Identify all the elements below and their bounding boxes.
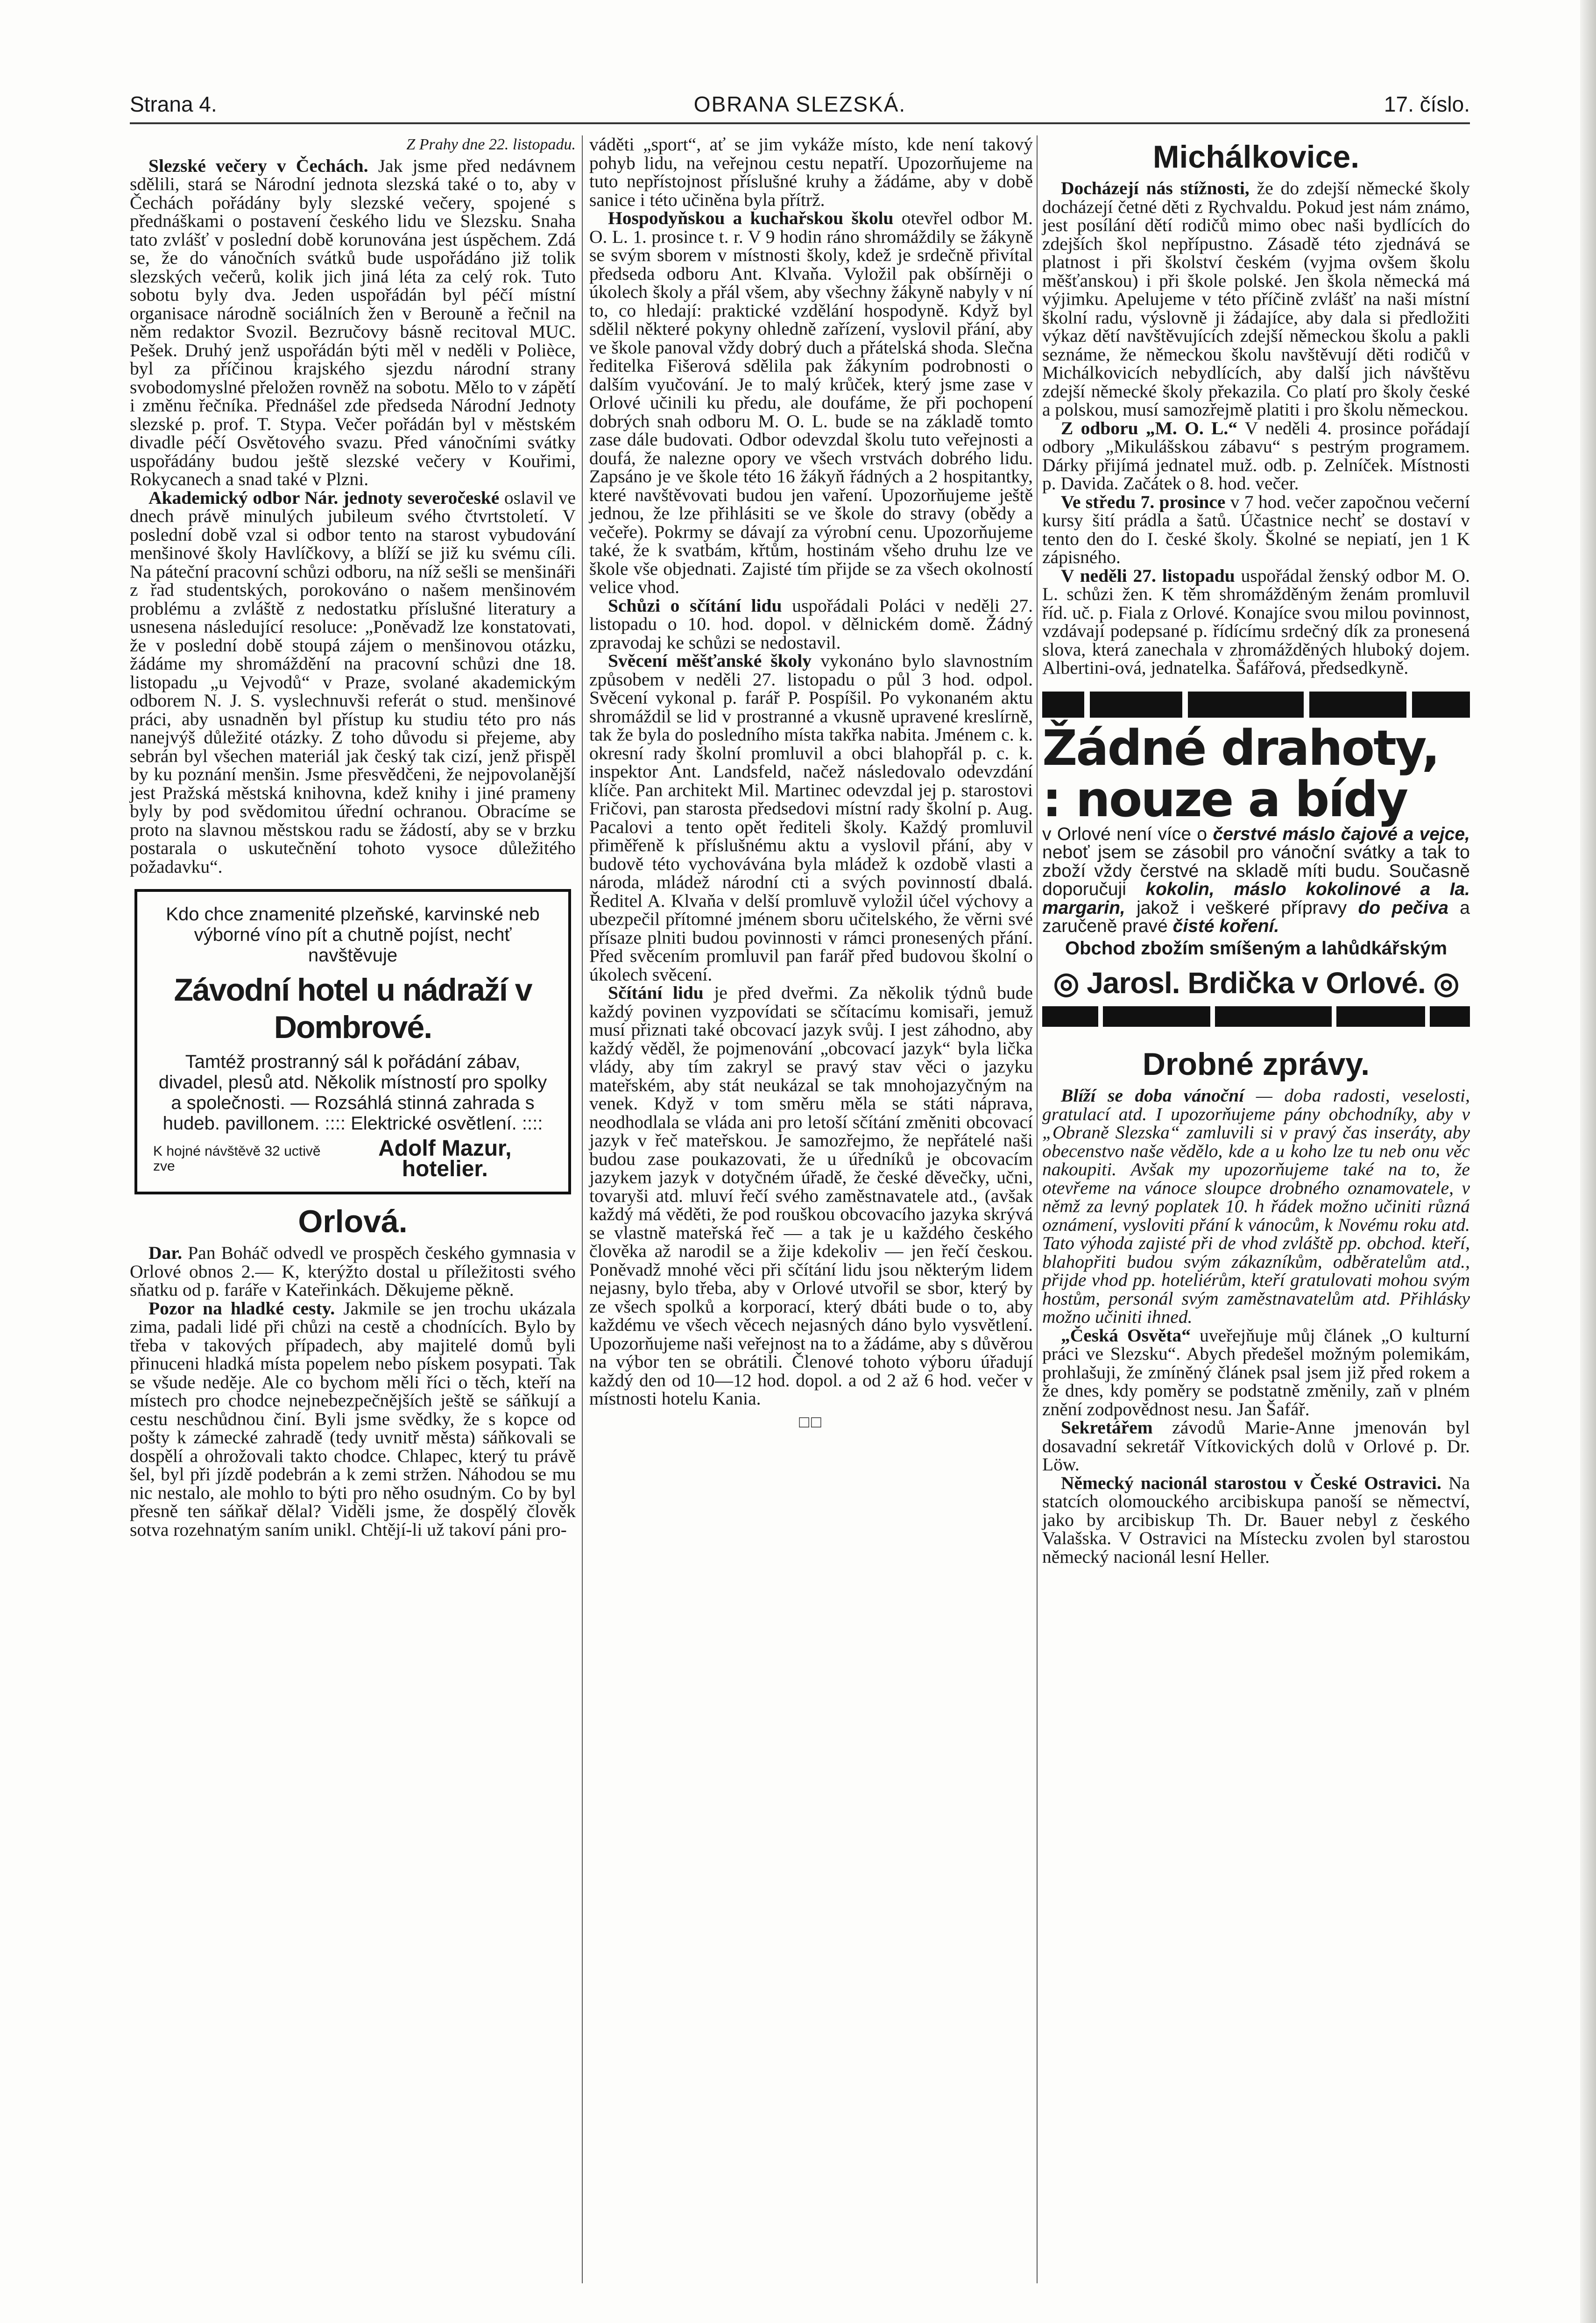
header-rule — [130, 122, 1470, 124]
article-heading: Dar. — [148, 1243, 183, 1263]
ad-owner: Adolf Mazur, hotelier. — [378, 1136, 512, 1181]
ad-headline-2: : nouze a bídy — [1042, 770, 1407, 828]
article-hospodynska-skola — [589, 209, 1033, 597]
ad-details: Tamtéž prostranný sál k pořádání zábav, divadel, plesů atd. Několik místností pro spolky a společnosti. — Rozsáhlá stinná zahrada s hudeb. pavillonem. :::: Elektrické osvětlení. :::: — [158, 1052, 547, 1134]
article-odbor-mol — [1042, 419, 1470, 493]
article-body: v 7 hod. večer započnou večerní kursy šití prádla a šatů. Účastnice nechť se dostaví v tento den do I. české školy. Školné se nepiatí, jen 1 K zápisného. — [1042, 491, 1470, 567]
article-heading: Sekretářem — [1061, 1417, 1153, 1438]
article-heading: Blíží se doba vánoční — [1061, 1085, 1244, 1106]
article-schuze-zen — [1042, 567, 1470, 678]
ad-intro: Kdo chce znamenité plzeňské, karvinské neb výborné víno pít a chutně pojíst, nechť navštěvuje — [166, 904, 540, 966]
article-schuze-o-scitani — [589, 597, 1033, 652]
article-scitani-lidu — [589, 984, 1033, 1408]
article-body: Na statcích olomouckého arcibiskupa panoší se němectví, jako by arcibiskup Th. Dr. Bauer nebyl z českého Valašska. V Ostravici na Místecku zvolen byl starostou německý nacionál lesní Heller. — [1042, 1472, 1470, 1567]
article-heading: Ve středu 7. prosince — [1061, 491, 1226, 512]
page-number: Strana 4. — [130, 92, 217, 116]
column-1 — [130, 135, 576, 1539]
article-body: oslavil ve dnech právě minulých jubileum svého čtvrtstoletí. V poslední době vzal si odbor tento na starost vybudování menšinové školy Havlíčkovy, a blíží se již ku svému cíli. Na páteční pracovní schůzi odboru, na níž sešli se menšináři z řad studentských, porokováno o našem menšinovém problému a zvláště z nedostatku příslušné literatury a usnesena následující resoluce: „Poněvadž lze konstatovati, že v poslední době stoupá zájem o menšinovou otázku, žádáme my shromáždění na pracovní schůzi dne 18. listopadu „u Vejvodů“ v Praze, svolané akademickým odborem N. J. S. vyslechnuvši referát o stud. menšinové práci, aby usnadněn byl přístup ku studiu této pro nás nanejvýš důležité otázky. Z toho důvodu si přejeme, aby sebrán byl všechen materiál jak český tak cizí, jenž přispěl by ku poznání menšin. Jsme přesvědčeni, že nejpovolanější jest Pražská městská knihovna, kdež knihy i jiné prameny byly by pod svědomitou úřední ochranou. Obracíme se proto na slavnou městskou radu se žádostí, aby se v brzku postarala o uskutečnění tohoto vysoce důležitého požadavku“. — [130, 487, 576, 877]
article-heading: Akademický odbor Nár. jednoty severočeské — [148, 487, 500, 508]
article-body: Jak jsme před nedávnem sdělili, stará se Národní jednota slezská také o to, aby v Čechách pořádány byly slezské večery, spojené s přednáškami o postavení českého lidu ve Slezsku. Snaha tato zvlášť v poslední době korunována jest úspěchem. Zdá se, že do vánočních svátků bude uspořádáno již tolik slezských večerů, kolik jich jiná léta za celý rok. Tuto sobotu byly dva. Jeden uspořádán byl péčí místní organisace národně sociálních žen v Berouně a řečnil na něm redaktor Svozil. Bezručovy básně recitoval MUC. Pešek. Druhý jenž uspořádán býti měl v neděli v Polièce, byl za příčinou krajského sjezdu národní strany svobodomyslné přeložen rovněž na sobotu. Mělo to v zápětí i změnu řečníka. Přednášel zde předseda Národní Jednoty slezské p. prof. T. Stypa. Večer pořádán byl v městském divadle péčí Osvětového svazu. Před vánočními svátky uspořádány budou ještě slezské večery v Kouřimi, Rokycanech a snad také v Plzni. — [130, 155, 576, 489]
column-divider — [1037, 135, 1038, 2283]
ad-invitation: K hojné návštěvě 32 uctivě zve — [153, 1144, 321, 1174]
article-heading: Německý nacionál starostou v České Ostravici. — [1061, 1472, 1441, 1493]
article-body: — doba radosti, veselosti, gratulací atd. I upozorňujeme pány obchodníky, aby v „Obraně Slezska“ zamluvili si v pravý čas inseráty, aby obecenstvo naše vědělo, kde a u koho lze tu neb onu věc nakoupiti. Avšak my upozorňujeme také na to, že otevřeme na vánoce sloupce drobného oznamovatele, v němž za levný poplatek 10. h řádek možno učiniti různá oznámení, vysloviti přání k vánocům, k Novému roku atd. Tato výhoda zajisté při de vhod zvláště pp. obchod. kteří, blahopřiti budou svým zákazníkům, odběratelům atd., přijde vhod pp. hoteliérům, kteří gratulovati mohou svým hostům, personál svým zaměstnavatelům atd. Přihlásky možno učiniti ihned. — [1042, 1085, 1470, 1327]
article-continuation: váděti „sport“, ať se jim vykáže místo, kde není takový pohyb lidu, na veřejnou cestu nepatří. Upozorňujeme na tuto nepřístojnost příslušné kruhy a žádáme, aby v době sanice i této učiněna byla přítrž. — [589, 134, 1033, 210]
article-heading: Z odboru „M. O. L.“ — [1061, 417, 1237, 438]
article-body: V neděli 4. prosince pořádají odbory „Mikulášskou zábavu“ s pestrým programem. Dárky přijímá jednatel muž. odb. p. Zelníček. Místnosti p. Davida. Začátek o 8. hod. večer. — [1042, 417, 1470, 494]
article-stiznosti — [1042, 179, 1470, 419]
article-body: je před dveřmi. Za několik týdnů bude každý povinen vyzpovídati se sčítacímu komisaři, jemuž musí přiznati také obcovací jazyk svůj. I jest záhodno, aby každý věděl, že pojmenování „obcovací jazyk“ byla lička vlády, aby tím zakryl se pravý stav věci o jazyku mateřském, aby stát neukázal se tak mnohojazyčným na venek. Když v tom směru měla se státi náprava, neodhodlala se vláda ani pro letoší sčítání změniti obcovací jazyk v řeč mateřskou. Je samozřejmo, že nepřátelé naši budou zase poukazovati, že u úředníků je obcovacím jazykem jazyk v dotyčném úřadě, že české děvečky, učni, tovaryši atd. mluví řečí svého zaměstnavatele atd., (avšak každý má věděti, že pod rouškou obcovacího jazyka skrývá se vlastně mateřská řeč — a tak je u každého českého člověka až narodil se a žije kdekoliv — jen řečí českou. Poněvadž mnohé věci při sčítání lidu jsou některým lidem nejasny, bylo třeba, aby v Orlové utvořil se sbor, který by ze všech spolků a korporací, který dbáti bude o to, aby každému ve všech věcech nejasných dáno bylo vysvětlení. Upozorňujeme naši veřejnost na to a žádáme, aby s důvěrou na výbor ten se obrátili. Členové tohoto výboru úřadují každý den od 10—12 hod. dopol. a od 2 až 6 hod. večer v místnosti hotelu Kania. — [589, 982, 1033, 1409]
column-2 — [589, 135, 1033, 1431]
page-header — [130, 89, 1470, 121]
newspaper-title: OBRANA SLEZSKÁ. — [693, 92, 906, 116]
section-title-drobne-zpravy: Drobné zprávy. — [1142, 1046, 1370, 1082]
dateline: Z Prahy dne 22. listopadu. — [406, 136, 576, 153]
section-title-michalkovice: Michálkovice. — [1152, 139, 1360, 175]
article-heading: Sčítání lidu — [608, 982, 704, 1003]
article-body: uveřejňuje můj článek „O kulturní práci ve Slezsku“. Abych předešel možným polemikám, prohlašuji, že zmíněný článek psal jsem již před rokem a že dnes, kdy poměry se podstatně změnily, zaň v plném znění zodpovědnost nesu. Jan Šafář. — [1042, 1325, 1470, 1419]
column-divider — [582, 135, 583, 2283]
article-body: uspořádali Poláci v neděli 27. listopadu o 10. hod. dopol. v dělnickém domě. Žádný zpravodaj ke schůzi se nedostavil. — [589, 595, 1033, 653]
ad-headline-1: Žádné drahoty, — [1042, 719, 1439, 777]
ad-body: v Orlové není více o čerstvé máslo čajové a vejce, neboť jsem se zásobil pro vánoční svátky a tak to zboží vždy čerstvé na skladě míti budu. Současně doporučuji kokolin, máslo kokolinové a Ia. margarin, jakož i veškeré přípravy do pečiva a zaručeně pravé čisté koření. — [1042, 824, 1470, 936]
article-body: Pan Boháč odvedl ve prospěch českého gymnasia v Orlové obnos 2.— K, kterýžto dostal u příležitosti svého sňatku od p. faráře v Kateřinkách. Děkujeme pěkně. — [130, 1243, 576, 1300]
page-edge — [1580, 0, 1596, 2323]
article-body: Jakmile se jen trochu ukázala zima, padali lidé při chůzi na cestě a chodnících. Bylo by třeba v takových případech, aby majitelé domů byli přinuceni hladká místa popelem nebo pískem posypati. Tak se všude neděje. Ale co bychom měli říci o těch, kteří na místech pro chodce nejnebezpečnějších ještě se sáňkují a cestu neschůdnou činí. Byli jsme svědky, že s kopce od pošty k zámecké zahradě (tedy uvnitř města) sáňkovali se dospělí a ohrožovali takto chodce. Chlapec, který tu právě šel, byl při jízdě podebrán a k zemi stržen. Náhodou se mu nic nestalo, ale mohlo to býti pro něho osudným. Co by byl přesně ten sáňkař dělal? Viděli jsme, že dospělý člověk sotva rozehnatým saním unikl. Chtějí-li už takoví páni pro- — [130, 1298, 576, 1540]
article-body: závodů Marie-Anne jmenován byl dosavadní sekretář Vítkovických dolů v Orlové p. Dr. Löw. — [1042, 1417, 1470, 1475]
ad-shop-name: ◎ Jarosl. Brdička v Orlové. ◎ — [1053, 966, 1459, 1000]
article-heading: Docházejí nás stížnosti, — [1061, 178, 1250, 198]
article-nemecky-nacional — [1042, 1474, 1470, 1567]
article-doba-vanocni — [1042, 1087, 1470, 1327]
article-sekretar — [1042, 1419, 1470, 1474]
ad-top-bar — [1042, 692, 1470, 718]
article-heading: Pozor na hladké cesty. — [148, 1298, 335, 1319]
hotel-advertisement — [134, 889, 571, 1194]
article-pozor-na-hladke-cesty — [130, 1299, 576, 1539]
article-dar — [130, 1244, 576, 1299]
article-heading: Svěcení měšťanské školy — [608, 650, 812, 671]
ad-signature — [153, 1138, 552, 1179]
article-heading: V neděli 27. listopadu — [1061, 565, 1235, 586]
article-slezske-vecery — [130, 157, 576, 489]
section-title-orlova: Orlová. — [298, 1204, 408, 1239]
article-body: uspořádal ženský odbor M. O. L. schůzi žen. K těm shromážděným ženám promluvil říd. uč. p. Fiala z Orlové. Konajíce svou milou povinnost, vzdávají podepsané p. řídícímu srdečný dík za pronesená slova, která zanechala v zhromážděných hluboký dojem. Albertini-ová, jednatelka. Šafářová, předsedkyně. — [1042, 565, 1470, 678]
issue-number: 17. číslo. — [1384, 92, 1470, 116]
article-heading: Hospodyňskou a kuchařskou školu — [608, 208, 894, 228]
article-body: že do zdejší německé školy docházejí četné děti z Rychvaldu. Pokud jest nám známo, jest posílání dětí rodičů mimo obec naši bydlících do zdejších škol nepřípustno. Zásadě této zjednává se platnost i při školství českém (vyjma ovšem školu měšťanskou) i při škole polské. Jen škola německá má výjimku. Apelujeme v této příčině zvlášť na naši místní školní radu, výslovně ji žádajíce, aby dala si předložiti výkaz dětí navštěvujících zdejší německou školu a pakli seznáme, že německou školu navštěvují děti rodičů v Michálkovicích nebydlících, aby další jich návštěvu zdejší německé školy překazila. Co platí pro školy české a polskou, musí samozřejmě platiti i pro školu německou. — [1042, 178, 1470, 420]
article-ceska-osveta — [1042, 1327, 1470, 1419]
ad-bottom-bar — [1042, 1006, 1470, 1027]
article-heading: Schůzi o sčítání lidu — [608, 595, 782, 616]
article-heading: Slezské večery v Čechách. — [148, 155, 368, 176]
column-3 — [1042, 135, 1470, 1566]
article-body: otevřel odbor M. O. L. 1. prosince t. r. V 9 hodin ráno shromáždily se žákyně se svým sborem v místnosti školy, kdež je srdečně přivítal předseda odboru Ant. Klvaňa. Vyložil pak obšírněji o úkolech školy a přál všem, aby všechny žákyně nabyly v ní to, co hledají: praktické vzdělání hospodyně. Když byl sdělil některé pokyny ohledně zařízení, vyslovil přání, aby ve škole panoval vždy dobrý duch a přátelská shoda. Slečna ředitelka Fišerová sdělila pak žákyním podrobnosti o dalším vyučování. Je to malý krůček, který jsme zase v Orlové učinili ku předu, ale doufáme, že při pochopení dobrých snah odboru M. O. L. bude se na základě tomto zase dále budovati. Odbor odevzdal školu tuto veřejnosti a doufá, že nalezne opory ve všech vrstvách dobrého lidu. Zapsáno je ve škole této 16 žákyň řádných a 2 hospitantky, které navštěvovati budou jen vaření. Upozorňujeme ještě jednou, že lze přihlásiti se ve škole do stravy (obědy a večeře). Pokrmy se dávají za výrobní cenu. Upozorňujeme také, že k svatbám, křtům, hostinám všeho druhu lze ve škole vše objednati. Zajisté tím přijde se za všech okolností velice vhod. — [589, 208, 1033, 597]
ornament-icon: □□ — [799, 1412, 823, 1431]
ad-shop: Obchod zbožím smíšeným a lahůdkářským — [1065, 938, 1448, 959]
article-heading: „Česká Osvěta“ — [1061, 1325, 1191, 1346]
article-kursy — [1042, 493, 1470, 567]
article-akademicky-odbor — [130, 489, 576, 876]
article-svecen-skoly — [589, 652, 1033, 984]
article-body: vykonáno bylo slavnostním způsobem v neděli 27. listopadu o půl 3 hod. odpol. Svěcení vykonal p. farář P. Pospíšil. Po vykonaném aktu shromáždil se lid v prostranné a vkusně upravené kreslírně, tak že byla do posledního místa takřka nabita. Jménem c. k. okresní rady školní promluvil a obci blahopřál p. c. k. inspektor Ant. Landsfeld, načež následovalo odevzdání klíče. Pan architekt Mil. Martinec odevzdal jej p. starostovi Fričovi, pan starosta předsedovi místní rady školní p. Aug. Pacalovi a tento opět řediteli školy. Každý promluvil přiměřeně k příslušnému aktu a vyslovil přání, aby v budově této vychovávána byla mládež k ozdobě vlasti a národa, mládež národní cti a svých povinností dbalá. Ředitel A. Klvaňa v delší promluvě vyložil účel výchovy a ubezpečil přítomné jménem sboru učitelského, že věrni své přísaze plniti budou povinnosti v rámci pronesených přání. Před svěcením promluvil pan farář před budovou školní o úkolech svěcení. — [589, 650, 1033, 985]
ad-hotel-name: Závodní hotel u nádraží v Dombrové. — [174, 972, 532, 1045]
